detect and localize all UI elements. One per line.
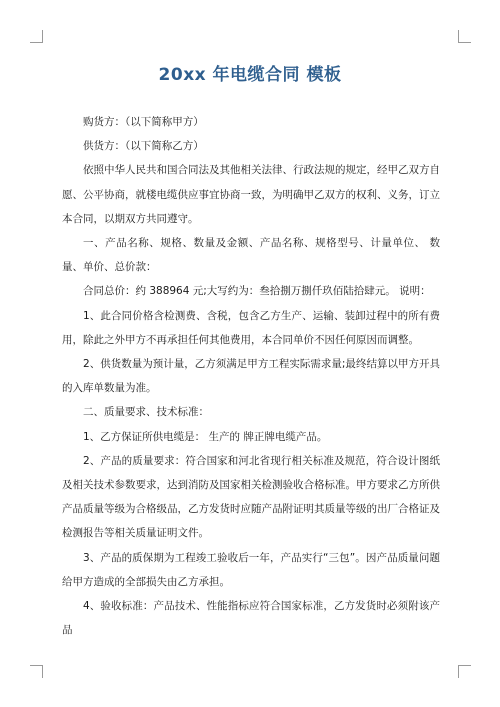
paragraph-preamble: 依照中华人民共和国合同法及其他相关法律、行政法规的规定，经甲乙双方自愿、公平协商，就楼电缆供应事宜协商一致，为明确甲乙双方的权利、义务，订立本合同，以期双方共同遵守。 (62, 164, 440, 225)
paragraph-supplier: 供货方：（以下简称乙方） (83, 140, 204, 153)
crop-mark-bottom-right (458, 665, 471, 678)
clause-1-brand: 1、乙方保证所供电缆是： 生产的 牌正牌电缆产品。 (83, 430, 328, 443)
paragraph-buyer: 购货方：（以下简称甲方） (83, 116, 204, 128)
section-heading-quality: 二、质量要求、技术标准： (83, 406, 209, 419)
clause-1-price: 1、此合同价格含检测费、含税，包含乙方生产、运输、装卸过程中的所有费用，除此之外甲方不再承担任何其他费用，本合同单价不因任何原因而调整。 (62, 309, 440, 346)
section-heading-products: 一、产品名称、规格、数量及金额、产品名称、规格型号、计量单位、 数量、单价、总价款： (62, 237, 440, 274)
document-body (62, 110, 440, 642)
clause-2-quality-requirements: 2、产品的质量要求：符合国家和河北省现行相关标准及规范，符合设计图纸及相关技术参数要求，达到消防及国家相关检测验收合格标准。甲方要求乙方所供产品质量等级为合格级品，乙方发货时应随产品附证明其质量等级的出厂合格证及检测报告等相关质量证明文件。 (62, 454, 440, 540)
crop-mark-top-right (458, 30, 471, 43)
document-title: 20xx 年电缆合同 模板 (158, 65, 342, 85)
clause-4-acceptance: 4、验收标准：产品技术、性能指标应符合国家标准，乙方发货时必须附该产品 (62, 600, 440, 637)
crop-mark-bottom-left (30, 665, 43, 678)
crop-mark-top-left (30, 30, 43, 43)
clause-3-warranty: 3、产品的质保期为工程竣工验收后一年，产品实行“三包”。因产品质量问题给甲方造成的全部损失由乙方承担。 (62, 551, 440, 588)
paragraph-total-price: 合同总价：约 388964 元;大写约为：叁拾捌万捌仟玖佰陆拾肆元。 说明： (83, 285, 431, 298)
clause-2-quantity: 2、供货数量为预计量，乙方须满足甲方工程实际需求量;最终结算以甲方开具的入库单数量为准。 (62, 358, 440, 395)
